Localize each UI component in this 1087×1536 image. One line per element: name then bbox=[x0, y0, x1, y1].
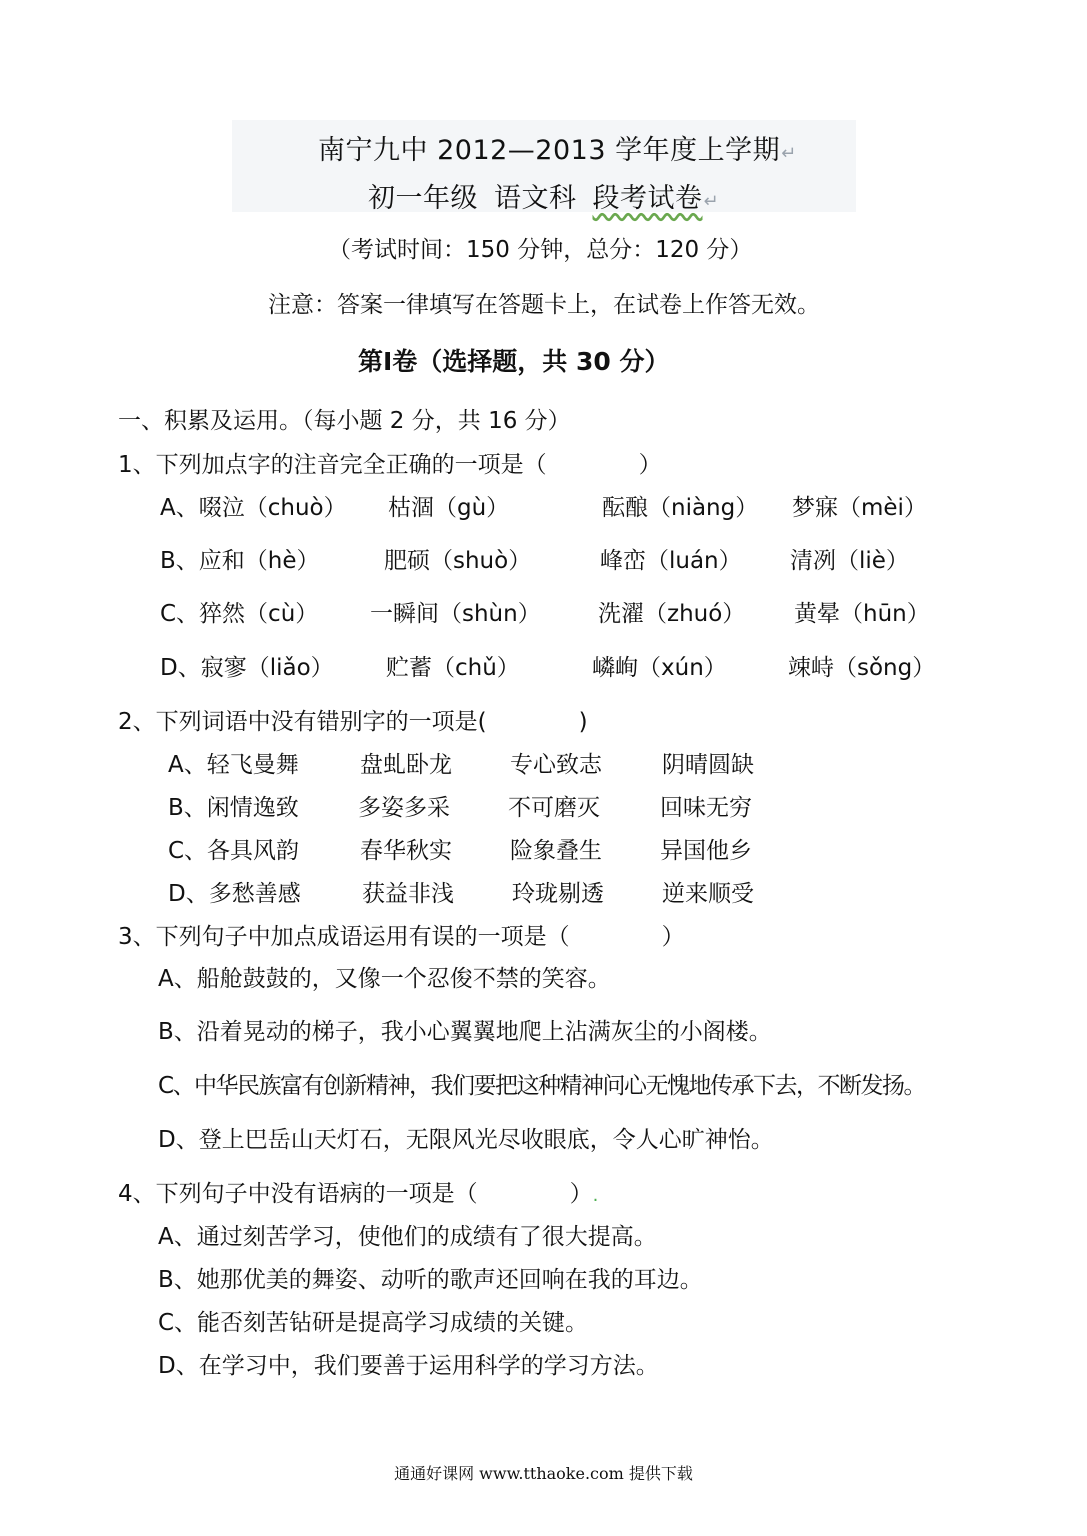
q1-b-2: 肥硕（shuò） bbox=[384, 548, 532, 574]
q3-option-c: C、中华民族富有创新精神，我们要把这种精神问心无愧地传承下去，不断发扬。 bbox=[158, 1073, 926, 1099]
q3-option-b: B、沿着晃动的梯子，我小心翼翼地爬上沾满灰尘的小阁楼。 bbox=[158, 1019, 772, 1045]
q1-a-3: 酝酿（niàng） bbox=[602, 495, 759, 521]
q2-c-4: 异国他乡 bbox=[660, 838, 752, 864]
q1-c-2: 一瞬间（shùn） bbox=[370, 601, 541, 627]
q1-c-1: C、猝然（cù） bbox=[160, 601, 319, 627]
q1-d-2: 贮蓄（chǔ） bbox=[386, 655, 520, 681]
q2-stem: 2、下列词语中没有错别字的一项是( ) bbox=[118, 709, 588, 735]
q1-a-4: 梦寐（mèi） bbox=[792, 495, 927, 521]
q2-d-1: D、多愁善感 bbox=[168, 881, 301, 907]
q4-option-d: D、在学习中，我们要善于运用科学的学习方法。 bbox=[158, 1353, 659, 1379]
q1-d-3: 嶙峋（xún） bbox=[592, 655, 727, 681]
q4-stem: 4、下列句子中没有语病的一项是（ ）. bbox=[118, 1181, 599, 1207]
q1-b-3: 峰峦（luán） bbox=[600, 548, 742, 574]
q1-b-1: B、应和（hè） bbox=[160, 548, 320, 574]
paragraph-mark-icon: ↵ bbox=[781, 143, 797, 164]
exam-notice: 注意：答案一律填写在答题卡上，在试卷上作答无效。 bbox=[268, 292, 820, 318]
q2-b-1: B、闲情逸致 bbox=[168, 795, 299, 821]
footer-watermark: 通通好课网 www.tthaoke.com 提供下载 bbox=[394, 1464, 693, 1483]
q2-a-4: 阴晴圆缺 bbox=[662, 752, 754, 778]
q4-option-b: B、她那优美的舞姿、动听的歌声还回响在我的耳边。 bbox=[158, 1267, 703, 1293]
q2-c-2: 春华秋实 bbox=[360, 838, 452, 864]
q4-option-a: A、通过刻苦学习，使他们的成绩有了很大提高。 bbox=[158, 1224, 657, 1250]
q2-a-3: 专心致志 bbox=[510, 752, 602, 778]
q1-d-4: 竦峙（sǒng） bbox=[788, 655, 936, 681]
green-mark-icon: . bbox=[592, 1185, 599, 1206]
q2-c-3: 险象叠生 bbox=[510, 838, 602, 864]
q2-b-2: 多姿多采 bbox=[358, 795, 450, 821]
q1-stem: 1、下列加点字的注音完全正确的一项是（ ） bbox=[118, 452, 662, 478]
q2-c-1: C、各具风韵 bbox=[168, 838, 300, 864]
exam-title-line2: 初一年级 语文科 段考试卷↵ bbox=[368, 183, 720, 214]
q2-d-4: 逆来顺受 bbox=[662, 881, 754, 907]
q1-a-1: A、啜泣（chuò） bbox=[160, 495, 347, 521]
q2-a-1: A、轻飞曼舞 bbox=[168, 752, 299, 778]
q2-a-2: 盘虬卧龙 bbox=[360, 752, 452, 778]
q2-b-4: 回味无穷 bbox=[660, 795, 752, 821]
q1-a-2: 枯涸（gù） bbox=[388, 495, 510, 521]
paragraph-mark-icon: ↵ bbox=[703, 191, 720, 212]
exam-title-line1: 南宁九中 2012—2013 学年度上学期↵ bbox=[318, 135, 797, 166]
q4-option-c: C、能否刻苦钻研是提高学习成绩的关键。 bbox=[158, 1310, 589, 1336]
q3-option-d: D、登上巴岳山天灯石，无限风光尽收眼底，令人心旷神怡。 bbox=[158, 1127, 774, 1153]
q1-c-3: 洗濯（zhuó） bbox=[598, 601, 746, 627]
part1-heading: 一、积累及运用。（每小题 2 分，共 16 分） bbox=[118, 408, 571, 434]
q1-b-4: 清冽（liè） bbox=[790, 548, 909, 574]
q2-d-2: 获益非浅 bbox=[362, 881, 454, 907]
exam-info: （考试时间：150 分钟，总分：120 分） bbox=[328, 237, 753, 263]
q2-b-3: 不可磨灭 bbox=[508, 795, 600, 821]
section-title: 第Ⅰ卷（选择题，共 30 分） bbox=[358, 347, 670, 376]
q1-c-4: 黄晕（hūn） bbox=[794, 601, 930, 627]
q3-stem: 3、下列句子中加点成语运用有误的一项是（ ） bbox=[118, 924, 685, 950]
q3-option-a: A、船舱鼓鼓的，又像一个忍俊不禁的笑容。 bbox=[158, 966, 611, 992]
q2-d-3: 玲珑剔透 bbox=[512, 881, 604, 907]
q1-d-1: D、寂寥（liǎo） bbox=[160, 655, 334, 681]
